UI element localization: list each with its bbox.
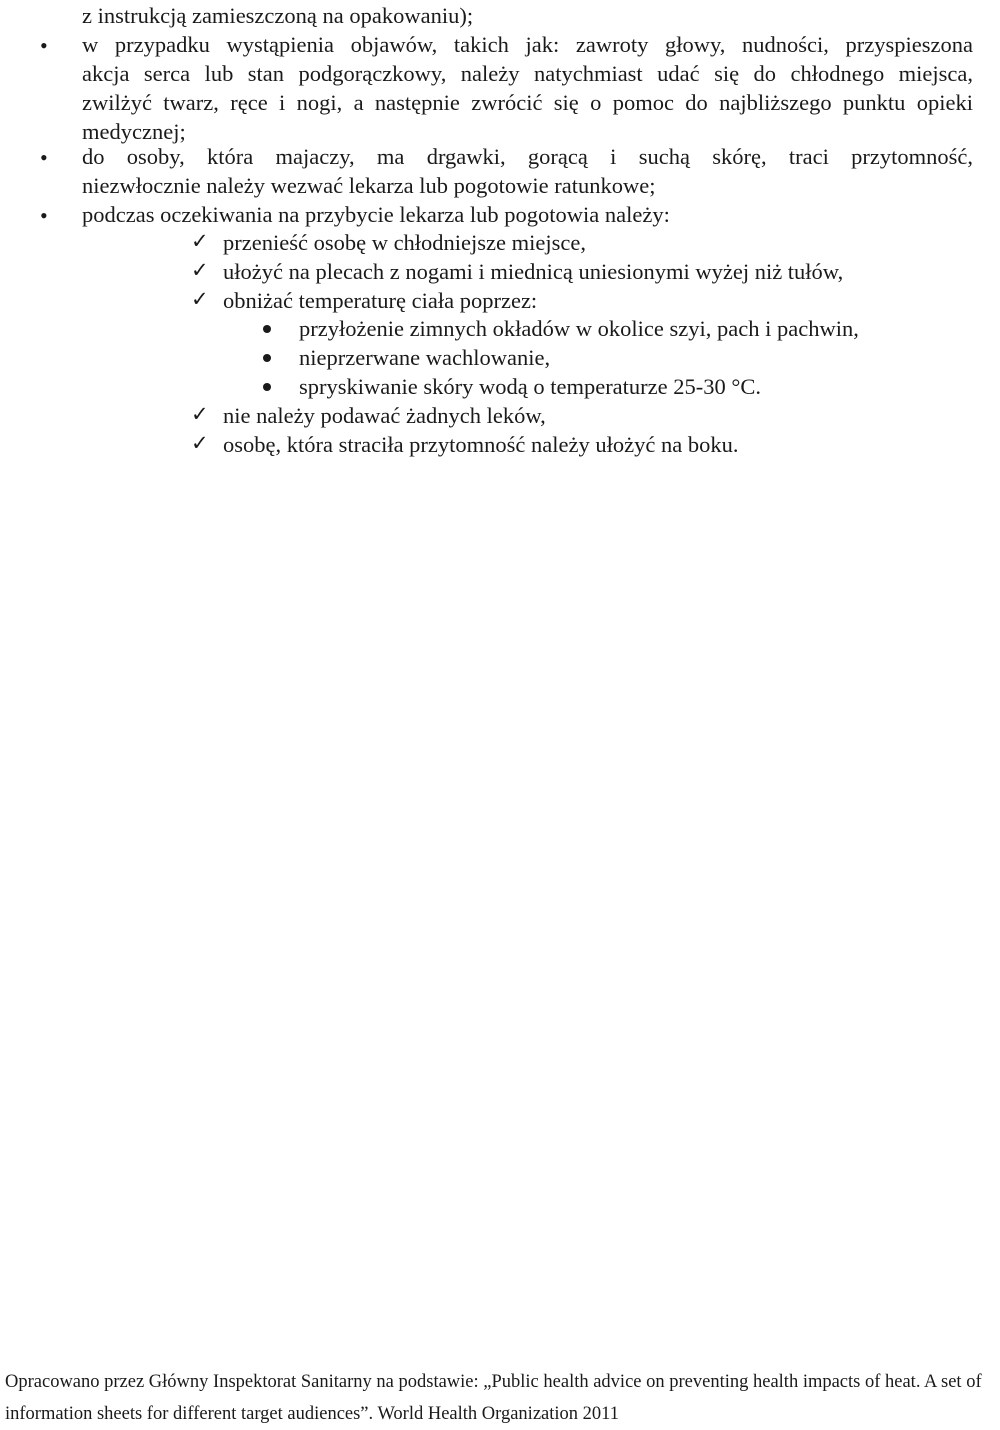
list-item: podczas oczekiwania na przybycie lekarza lub pogotowia należy: <box>82 202 670 227</box>
list-item <box>82 30 973 146</box>
checkmark-icon: ✓ <box>191 402 209 426</box>
footer-line-1: Opracowano przez Główny Inspektorat Sanitarny na podstawie: „Public health advice on preventing health impacts of heat. A set of <box>5 1372 982 1392</box>
checkmark-icon: ✓ <box>191 229 209 253</box>
footer-line-2: information sheets for different target audiences”. World Health Organization 2011 <box>5 1404 619 1424</box>
bullet-icon: • <box>40 33 48 58</box>
check-item: obniżać temperaturę ciała poprzez: <box>223 288 538 313</box>
check-item: ułożyć na plecach z nogami i miednicą uniesionymi wyżej niż tułów, <box>223 259 844 284</box>
bullet-dot-icon <box>263 383 271 391</box>
sub-item: przyłożenie zimnych okładów w okolice szyi, pach i pachwin, <box>299 316 859 341</box>
list-item-line: zwilżyć twarz, ręce i nogi, a następnie zwrócić się o pomoc do najbliższego punktu opieki <box>82 90 973 115</box>
sub-item: nieprzerwane wachlowanie, <box>299 345 551 370</box>
list-item-line: niezwłocznie należy wezwać lekarza lub pogotowie ratunkowe; <box>82 173 656 198</box>
bullet-dot-icon <box>263 354 271 362</box>
list-item-line: medycznej; <box>82 119 186 144</box>
list-item <box>82 142 973 200</box>
list-item-line: w przypadku wystąpienia objawów, takich jak: zawroty głowy, nudności, przyspieszona <box>82 32 973 57</box>
check-item: osobę, która straciła przytomność należy ułożyć na boku. <box>223 432 739 457</box>
list-item-line: do osoby, która majaczy, ma drgawki, gorącą i suchą skórę, traci przytomność, <box>82 144 973 169</box>
checkmark-icon: ✓ <box>191 431 209 455</box>
check-item: przenieść osobę w chłodniejsze miejsce, <box>223 230 586 255</box>
checkmark-icon: ✓ <box>191 287 209 311</box>
bullet-icon: • <box>40 145 48 170</box>
footer-note <box>5 1366 995 1430</box>
checkmark-icon: ✓ <box>191 258 209 282</box>
sub-item: spryskiwanie skóry wodą o temperaturze 25-30 °C. <box>299 374 762 399</box>
bullet-dot-icon <box>263 325 271 333</box>
bullet-icon: • <box>40 203 48 228</box>
list-item-line: akcja serca lub stan podgorączkowy, należy natychmiast udać się do chłodnego miejsca, <box>82 61 973 86</box>
check-item: nie należy podawać żadnych leków, <box>223 403 546 428</box>
intro-line: z instrukcją zamieszczoną na opakowaniu); <box>82 3 474 28</box>
